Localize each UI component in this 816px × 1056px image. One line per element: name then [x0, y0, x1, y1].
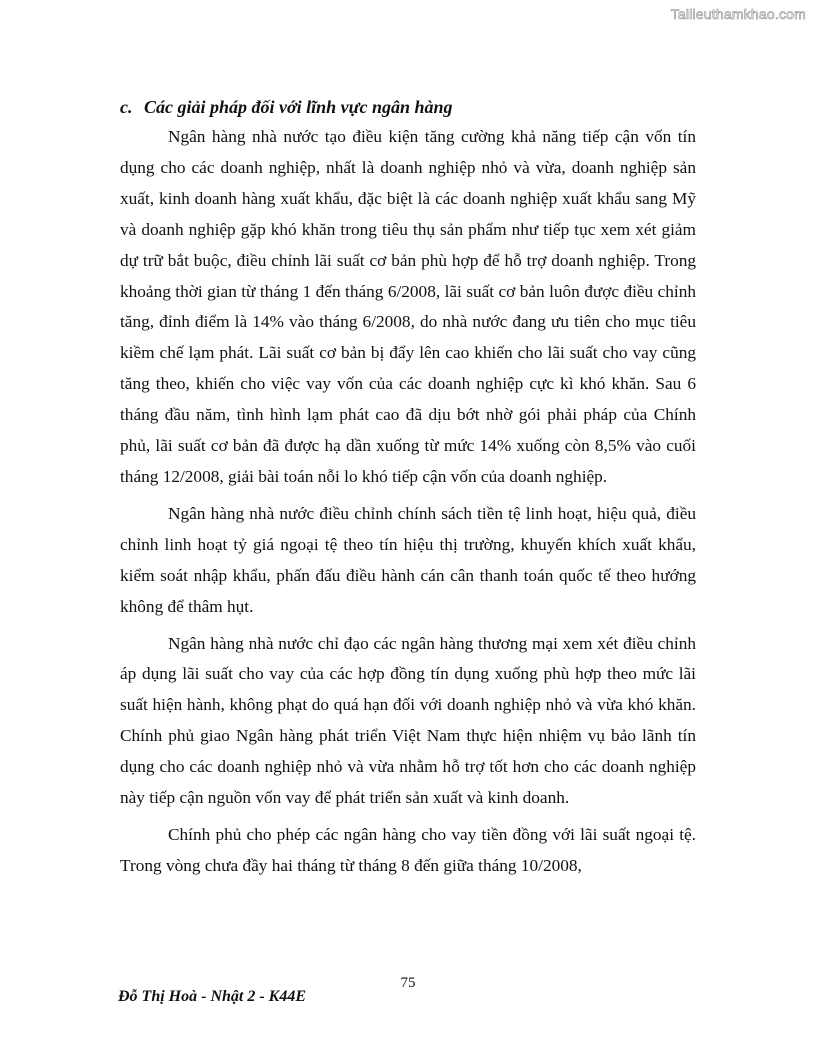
paragraph-1: Ngân hàng nhà nước tạo điều kiện tăng cường khả năng tiếp cận vốn tín dụng cho các doanh nghiệp, nhất là doanh nghiệp nhỏ và vừa, doanh nghiệp sản xuất, kinh doanh hàng xuất khẩu, đặc biệt là các doanh nghiệp xuất khẩu sang Mỹ và doanh nghiệp gặp khó khăn trong tiêu thụ sản phẩm như tiếp tục xem xét giảm dự trữ bắt buộc, điều chỉnh lãi suất cơ bản phù hợp để hỗ trợ doanh nghiệp. Trong khoảng thời gian từ tháng 1 đến tháng 6/2008, lãi suất cơ bản luôn được điều chỉnh tăng, đỉnh điểm là 14% vào tháng 6/2008, do nhà nước đang ưu tiên cho mục tiêu kiềm chế lạm phát. Lãi suất cơ bản bị đẩy lên cao khiến cho lãi suất cho vay cũng tăng theo, khiến cho việc vay vốn của các doanh nghiệp cực kì khó khăn. Sau 6 tháng đầu năm, tình hình lạm phát cao đã dịu bớt nhờ gói phải pháp của Chính phủ, lãi suất cơ bản đã được hạ dần xuống từ mức 14% xuống còn 8,5% vào cuối tháng 12/2008, giải bài toán nỗi lo khó tiếp cận vốn của doanh nghiệp. [120, 127, 696, 486]
section-number: c. [120, 97, 133, 117]
document-body [120, 92, 696, 888]
watermark-text: Tailieuthamkhao.com [670, 6, 806, 22]
section-heading [120, 92, 696, 122]
paragraph-2: Ngân hàng nhà nước điều chỉnh chính sách tiền tệ linh hoạt, hiệu quả, điều chỉnh linh hoạt tỷ giá ngoại tệ theo tín hiệu thị trường, khuyến khích xuất khẩu, kiểm soát nhập khẩu, phấn đấu điều hành cán cân thanh toán quốc tế theo hướng không để thâm hụt. [120, 503, 696, 616]
page-number: 75 [400, 975, 416, 991]
section-title: Các giải pháp đối với lĩnh vực ngân hàng [144, 97, 453, 117]
paragraph-4: Chính phủ cho phép các ngân hàng cho vay tiền đồng với lãi suất ngoại tệ. Trong vòng chưa đầy hai tháng từ tháng 8 đến giữa tháng 10/2008, [120, 824, 696, 875]
paragraph-3: Ngân hàng nhà nước chỉ đạo các ngân hàng thương mại xem xét điều chỉnh áp dụng lãi suất cho vay của các hợp đồng tín dụng xuống phù hợp theo mức lãi suất hiện hành, không phạt do quá hạn đối với doanh nghiệp nhỏ và vừa khó khăn. Chính phủ giao Ngân hàng phát triển Việt Nam thực hiện nhiệm vụ bảo lãnh tín dụng cho các doanh nghiệp nhỏ và vừa nhằm hỗ trợ tốt hơn cho các doanh nghiệp này tiếp cận nguồn vốn vay để phát triển sản xuất và kinh doanh. [120, 633, 696, 808]
footer-author: Đỗ Thị Hoà - Nhật 2 - K44E [118, 988, 307, 1005]
